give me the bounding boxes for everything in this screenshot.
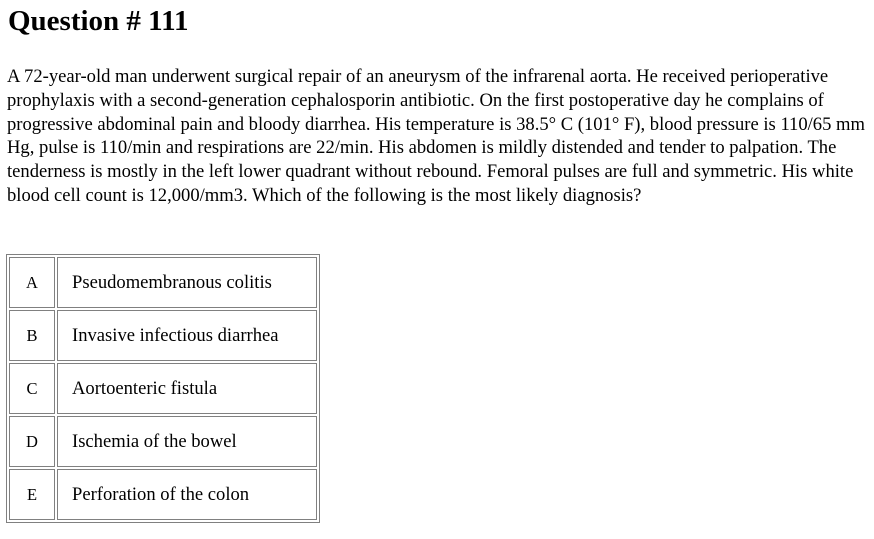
option-text: Invasive infectious diarrhea bbox=[57, 310, 317, 361]
option-text: Perforation of the colon bbox=[57, 469, 317, 520]
answer-option-a[interactable] bbox=[9, 257, 317, 308]
question-title: Question # 111 bbox=[8, 5, 189, 37]
answer-option-e[interactable] bbox=[9, 469, 317, 520]
question-stem: A 72-year-old man underwent surgical repair of an aneurysm of the infrarenal aorta. He received perioperative prophylaxis with a second-generation cephalosporin antibiotic. On the first postoperative day he complains of progressive abdominal pain and bloody diarrhea. His temperature is 38.5° C (101° F), blood pressure is 110/65 mm Hg, pulse is 110/min and respirations are 22/min. His abdomen is mildly distended and tender to palpation. The tenderness is mostly in the left lower quadrant without rebound. Femoral pulses are full and symmetric. His white blood cell count is 12,000/mm3. Which of the following is the most likely diagnosis? bbox=[7, 66, 865, 206]
answer-option-c[interactable] bbox=[9, 363, 317, 414]
option-letter: A bbox=[9, 257, 55, 308]
answer-options-table bbox=[6, 254, 320, 523]
answer-option-d[interactable] bbox=[9, 416, 317, 467]
option-text: Aortoenteric fistula bbox=[57, 363, 317, 414]
option-letter: B bbox=[9, 310, 55, 361]
option-letter: C bbox=[9, 363, 55, 414]
option-letter: E bbox=[9, 469, 55, 520]
option-text: Pseudomembranous colitis bbox=[57, 257, 317, 308]
option-text: Ischemia of the bowel bbox=[57, 416, 317, 467]
answer-option-b[interactable] bbox=[9, 310, 317, 361]
option-letter: D bbox=[9, 416, 55, 467]
